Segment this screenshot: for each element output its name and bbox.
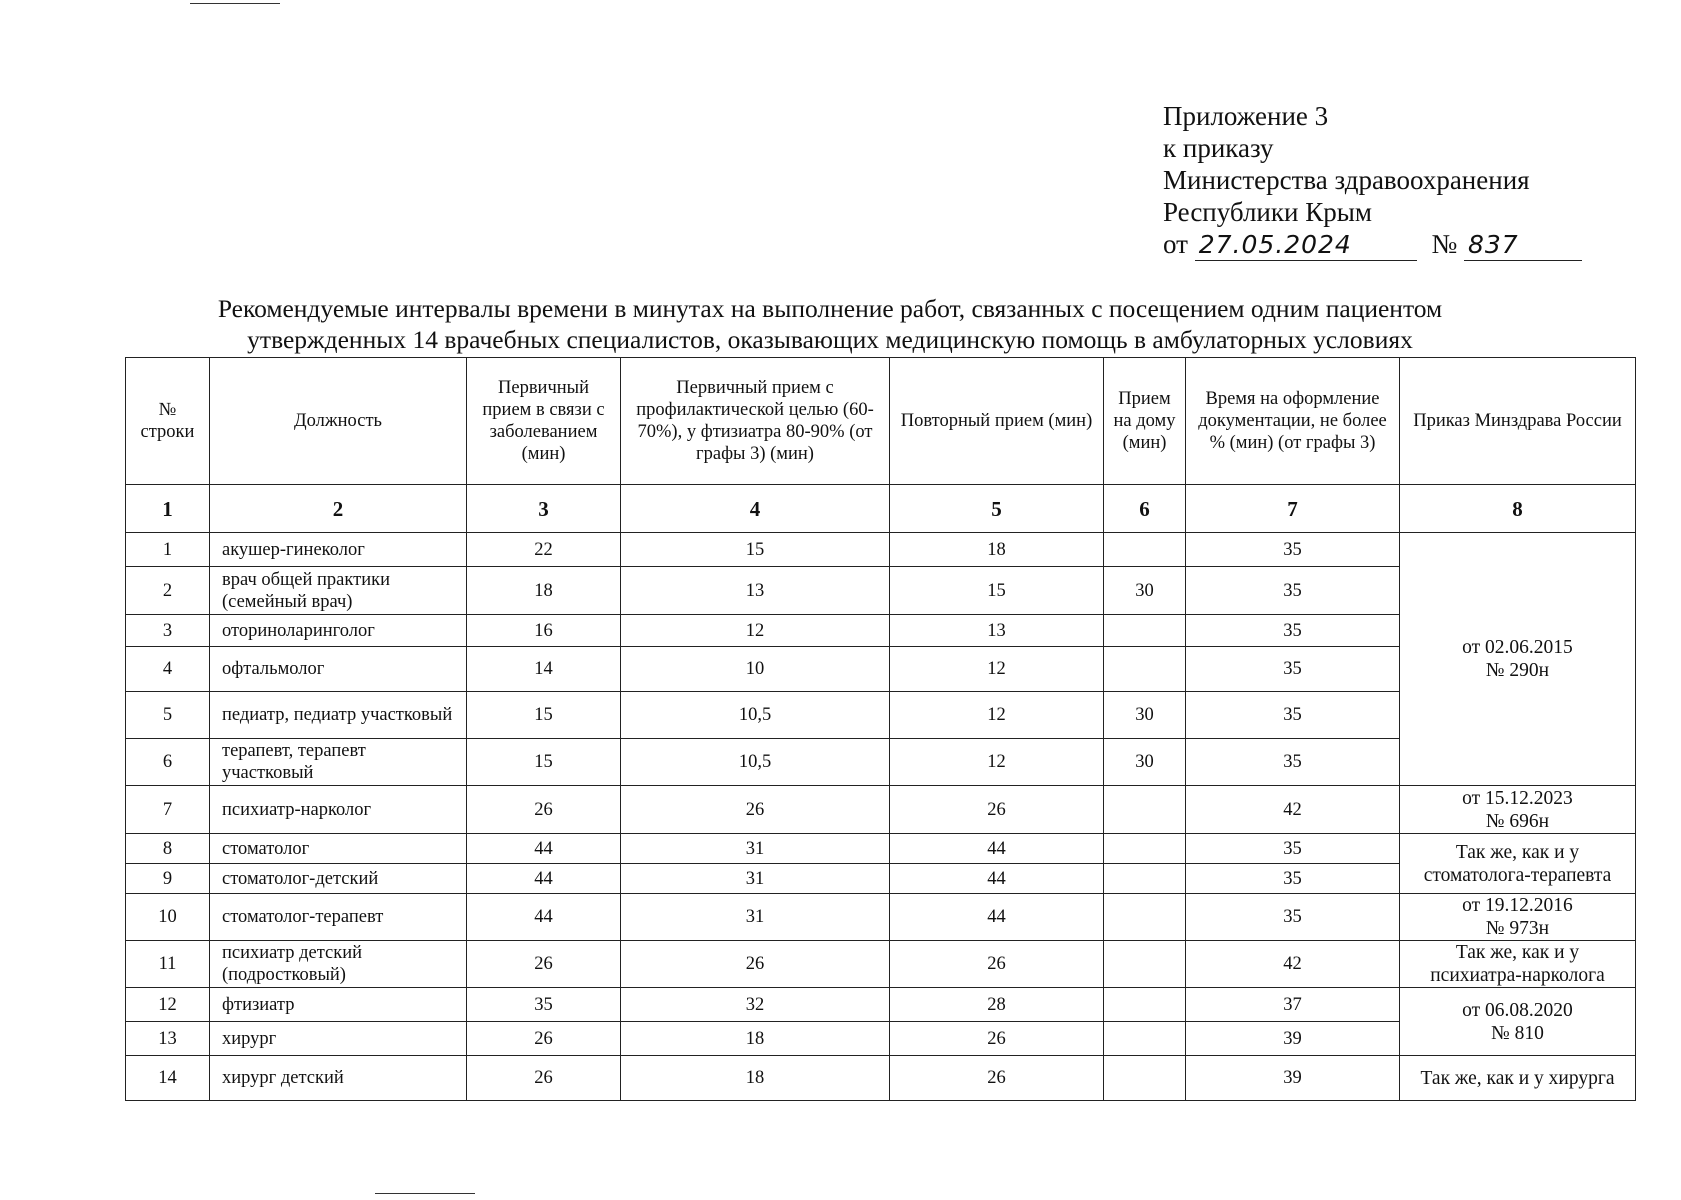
docs-cell: 35 [1186, 864, 1400, 894]
repeat-cell: 12 [890, 692, 1104, 739]
order-line: психиатра-нарколога [1430, 965, 1605, 986]
annex-title: Приложение 3 [1163, 101, 1329, 131]
column-number: 4 [621, 485, 890, 533]
position-cell: офтальмолог [210, 647, 467, 692]
home-cell [1104, 1056, 1186, 1101]
annex-to-order: к приказу [1163, 133, 1274, 163]
header-primary: Первичный прием в связи с заболеванием (мин) [467, 358, 621, 485]
home-cell [1104, 894, 1186, 941]
repeat-cell: 26 [890, 1022, 1104, 1056]
home-cell [1104, 988, 1186, 1022]
row-number: 7 [126, 786, 210, 834]
repeat-cell: 13 [890, 615, 1104, 647]
preventive-cell: 10,5 [621, 692, 890, 739]
table-row [126, 834, 1636, 864]
table-row [126, 894, 1636, 941]
order-line: от 15.12.2023 [1462, 787, 1573, 809]
column-number-row [126, 485, 1636, 533]
docs-cell: 35 [1186, 615, 1400, 647]
position-cell: акушер-гинеколог [210, 533, 467, 567]
repeat-cell: 18 [890, 533, 1104, 567]
column-number: 8 [1400, 485, 1636, 533]
docs-cell: 35 [1186, 567, 1400, 615]
intervals-table [125, 357, 1636, 1101]
order-line: от 19.12.2016 [1462, 895, 1573, 916]
position-cell: врач общей практики (семейный врач) [210, 567, 467, 615]
order-cell [1400, 894, 1636, 941]
preventive-cell: 26 [621, 941, 890, 988]
title-line-1: Рекомендуемые интервалы времени в минутах на выполнение работ, связанных с посещением одним пациентом [217, 294, 1443, 323]
header-row [126, 358, 1636, 485]
position-cell: стоматолог-детский [210, 864, 467, 894]
preventive-cell: 18 [621, 1022, 890, 1056]
row-number: 6 [126, 739, 210, 786]
position-cell: стоматолог-терапевт [210, 894, 467, 941]
column-number: 2 [210, 485, 467, 533]
header-docs: Время на оформление документации, не более % (мин) (от графы 3) [1186, 358, 1400, 485]
column-number: 6 [1104, 485, 1186, 533]
repeat-cell: 28 [890, 988, 1104, 1022]
row-number: 4 [126, 647, 210, 692]
date-field [1195, 229, 1417, 261]
header-row-number: № строки [126, 358, 210, 485]
docs-cell: 42 [1186, 786, 1400, 834]
order-cell [1400, 533, 1636, 786]
handwritten-date: 27.05.2024 [1198, 230, 1352, 259]
primary-cell: 44 [467, 864, 621, 894]
docs-cell: 42 [1186, 941, 1400, 988]
repeat-cell: 12 [890, 739, 1104, 786]
order-line: Так же, как и у [1455, 942, 1580, 963]
position-cell: фтизиатр [210, 988, 467, 1022]
annex-date-line [1163, 228, 1582, 261]
bottom-rule [375, 1193, 475, 1194]
repeat-cell: 44 [890, 864, 1104, 894]
header-repeat: Повторный прием (мин) [890, 358, 1104, 485]
order-line: Так же, как и у [1455, 841, 1580, 863]
preventive-cell: 31 [621, 894, 890, 941]
header-home: Прием на дому (мин) [1104, 358, 1186, 485]
primary-cell: 22 [467, 533, 621, 567]
primary-cell: 26 [467, 941, 621, 988]
preventive-cell: 31 [621, 834, 890, 864]
order-line: от 06.08.2020 [1462, 999, 1573, 1021]
preventive-cell: 15 [621, 533, 890, 567]
order-line: № 290н [1485, 660, 1550, 681]
repeat-cell: 26 [890, 786, 1104, 834]
repeat-cell: 26 [890, 941, 1104, 988]
preventive-cell: 12 [621, 615, 890, 647]
repeat-cell: 44 [890, 834, 1104, 864]
number-label: № [1431, 229, 1458, 259]
primary-cell: 15 [467, 739, 621, 786]
docs-cell: 35 [1186, 647, 1400, 692]
order-cell [1400, 834, 1636, 894]
docs-cell: 39 [1186, 1056, 1400, 1101]
position-cell: хирург [210, 1022, 467, 1056]
home-cell [1104, 786, 1186, 834]
home-cell: 30 [1104, 739, 1186, 786]
repeat-cell: 44 [890, 894, 1104, 941]
primary-cell: 16 [467, 615, 621, 647]
table-row [126, 1056, 1636, 1101]
home-cell [1104, 647, 1186, 692]
column-number: 5 [890, 485, 1104, 533]
row-number: 9 [126, 864, 210, 894]
primary-cell: 26 [467, 1056, 621, 1101]
primary-cell: 15 [467, 692, 621, 739]
table-row [126, 988, 1636, 1022]
top-rule [190, 3, 280, 4]
home-cell [1104, 1022, 1186, 1056]
order-line: № 810 [1491, 1022, 1544, 1044]
row-number: 1 [126, 533, 210, 567]
row-number: 14 [126, 1056, 210, 1101]
docs-cell: 35 [1186, 739, 1400, 786]
header-preventive: Первичный прием с профилактической целью (60-70%), у фтизиатра 80-90% (от графы 3) (мин) [621, 358, 890, 485]
handwritten-number: 837 [1467, 230, 1519, 259]
primary-cell: 44 [467, 894, 621, 941]
table-row [126, 941, 1636, 988]
home-cell [1104, 533, 1186, 567]
annex-ministry: Министерства здравоохранения [1163, 165, 1530, 195]
order-cell [1400, 988, 1636, 1056]
home-cell: 30 [1104, 692, 1186, 739]
position-cell: педиатр, педиатр участковый [210, 692, 467, 739]
home-cell [1104, 834, 1186, 864]
row-number: 13 [126, 1022, 210, 1056]
preventive-cell: 18 [621, 1056, 890, 1101]
row-number: 12 [126, 988, 210, 1022]
docs-cell: 35 [1186, 692, 1400, 739]
preventive-cell: 13 [621, 567, 890, 615]
repeat-cell: 26 [890, 1056, 1104, 1101]
position-cell: психиатр-нарколог [210, 786, 467, 834]
row-number: 8 [126, 834, 210, 864]
primary-cell: 14 [467, 647, 621, 692]
docs-cell: 37 [1186, 988, 1400, 1022]
repeat-cell: 12 [890, 647, 1104, 692]
row-number: 5 [126, 692, 210, 739]
position-cell: оториноларинголог [210, 615, 467, 647]
column-number: 1 [126, 485, 210, 533]
annex-block [1163, 100, 1582, 261]
order-line: № 973н [1485, 918, 1550, 939]
order-cell [1400, 941, 1636, 988]
order-cell [1400, 1056, 1636, 1101]
header-order: Приказ Минздрава России [1400, 358, 1636, 485]
home-cell [1104, 864, 1186, 894]
column-number: 7 [1186, 485, 1400, 533]
docs-cell: 39 [1186, 1022, 1400, 1056]
row-number: 11 [126, 941, 210, 988]
order-line: стоматолога-терапевта [1423, 864, 1612, 886]
order-line: от 02.06.2015 [1462, 637, 1573, 658]
order-line: № 696н [1485, 810, 1550, 832]
primary-cell: 44 [467, 834, 621, 864]
order-line: Так же, как и у хирурга [1420, 1067, 1615, 1089]
preventive-cell: 10 [621, 647, 890, 692]
position-cell: хирург детский [210, 1056, 467, 1101]
primary-cell: 26 [467, 786, 621, 834]
home-cell [1104, 615, 1186, 647]
preventive-cell: 26 [621, 786, 890, 834]
primary-cell: 18 [467, 567, 621, 615]
preventive-cell: 31 [621, 864, 890, 894]
table-row [126, 533, 1636, 567]
preventive-cell: 10,5 [621, 739, 890, 786]
position-cell: стоматолог [210, 834, 467, 864]
position-cell: терапевт, терапевт участковый [210, 739, 467, 786]
primary-cell: 26 [467, 1022, 621, 1056]
home-cell: 30 [1104, 567, 1186, 615]
row-number: 10 [126, 894, 210, 941]
position-cell: психиатр детский (подростковый) [210, 941, 467, 988]
primary-cell: 35 [467, 988, 621, 1022]
order-cell [1400, 786, 1636, 834]
row-number: 3 [126, 615, 210, 647]
row-number: 2 [126, 567, 210, 615]
from-label: от [1163, 229, 1188, 259]
home-cell [1104, 941, 1186, 988]
docs-cell: 35 [1186, 533, 1400, 567]
annex-republic: Республики Крым [1163, 197, 1372, 227]
docs-cell: 35 [1186, 834, 1400, 864]
repeat-cell: 15 [890, 567, 1104, 615]
preventive-cell: 32 [621, 988, 890, 1022]
column-number: 3 [467, 485, 621, 533]
docs-cell: 35 [1186, 894, 1400, 941]
table-row [126, 786, 1636, 834]
number-field [1464, 229, 1582, 261]
title-line-2: утвержденных 14 врачебных специалистов, оказывающих медицинскую помощь в амбулаторных условиях [247, 325, 1413, 354]
document-title [120, 293, 1540, 355]
header-position: Должность [210, 358, 467, 485]
